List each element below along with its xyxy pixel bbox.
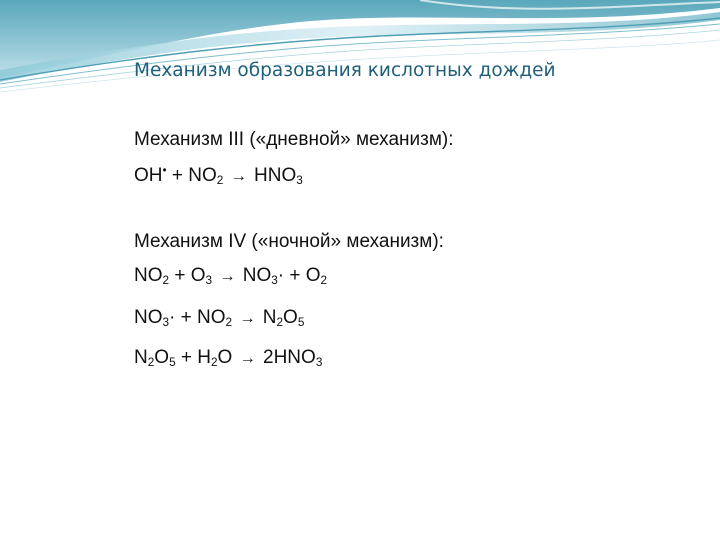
subscript: 2 — [210, 355, 218, 369]
subscript: 2 — [276, 315, 284, 329]
mechanism4-reaction-1 — [134, 264, 327, 288]
formula-part: OH — [134, 165, 163, 186]
formula-part: + O — [169, 265, 206, 286]
subscript: 2 — [162, 273, 170, 287]
subscript: 3 — [205, 273, 213, 287]
subscript: 2 — [147, 355, 155, 369]
formula-part: 2HNO — [257, 347, 316, 368]
reaction-arrow: → — [239, 309, 256, 327]
formula-part: NO — [237, 265, 272, 286]
formula-part: N — [257, 307, 277, 328]
subscript: 3 — [271, 273, 278, 287]
mechanism4-heading: Механизм IV («ночной» механизм): — [134, 231, 444, 252]
formula-part: O — [154, 347, 170, 368]
formula-part: + H — [175, 347, 211, 368]
slide-title: Механизм образования кислотных дождей — [134, 60, 556, 81]
mechanism4-reaction-3 — [134, 346, 322, 370]
mechanism4-reaction-2 — [134, 306, 304, 330]
subscript: 2 — [320, 273, 328, 287]
mechanism3-heading: Механизм III («дневной» механизм): — [134, 129, 454, 150]
subscript: 3 — [296, 173, 303, 187]
formula-part: O — [217, 347, 233, 368]
formula-part: N — [134, 347, 148, 368]
subscript: 2 — [225, 315, 233, 329]
subscript: 5 — [169, 355, 176, 369]
formula-part: + NO — [166, 165, 217, 186]
mechanism3-reaction — [134, 164, 303, 188]
formula-part: + NO — [175, 307, 226, 328]
subscript: 5 — [297, 315, 305, 329]
formula-part: NO — [134, 307, 163, 328]
formula-part: NO — [134, 265, 163, 286]
reaction-arrow: → — [230, 167, 247, 185]
subscript: 2 — [216, 173, 224, 187]
reaction-arrow: → — [219, 267, 236, 285]
formula-part: O — [283, 307, 298, 328]
radical-dot: · — [277, 265, 285, 286]
subscript: 3 — [315, 355, 323, 369]
wave-banner-decoration — [0, 0, 720, 100]
radical-dot: • — [162, 163, 167, 177]
subscript: 3 — [162, 315, 170, 329]
formula-part: + O — [284, 265, 321, 286]
reaction-arrow: → — [239, 349, 256, 367]
radical-dot: · — [169, 307, 176, 328]
formula-part: HNO — [248, 165, 297, 186]
